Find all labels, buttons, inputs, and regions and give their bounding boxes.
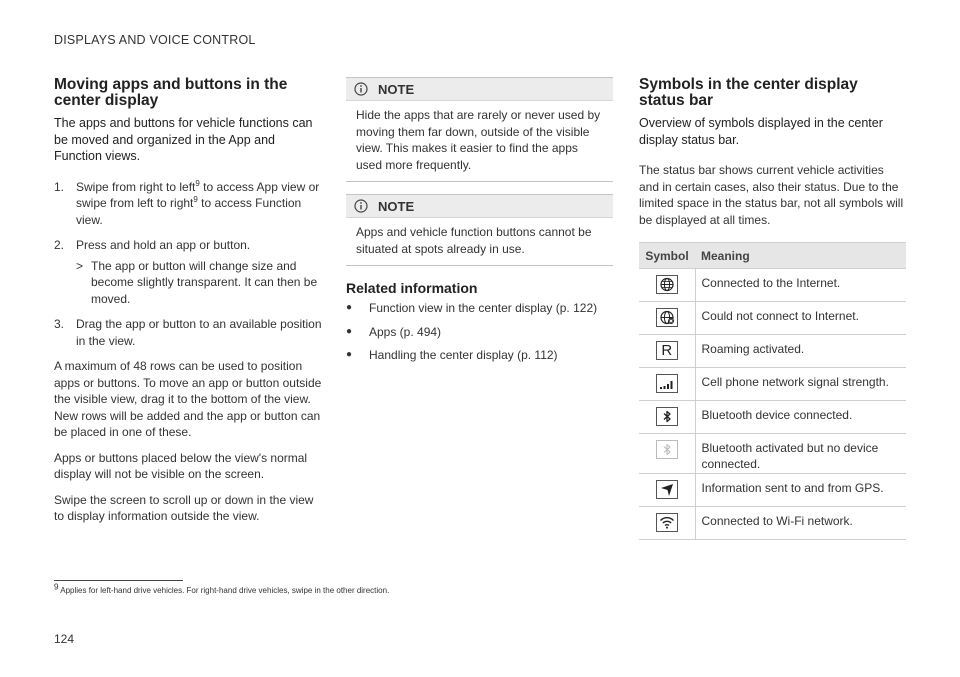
related-links-list	[346, 300, 613, 364]
symbol-cell	[639, 507, 695, 540]
step-text: Press and hold an app or button.	[76, 238, 251, 252]
left-column	[54, 77, 322, 534]
table-row	[639, 302, 906, 335]
note-title: NOTE	[378, 81, 415, 97]
step-text-part: Swipe from right to left	[76, 179, 196, 194]
step-text: Drag the app or button to an available position in the view.	[76, 317, 322, 348]
step-number: 1.	[54, 179, 65, 194]
result-arrow: >	[76, 258, 84, 273]
body-paragraph: The status bar shows current vehicle activities and in certain cases, also their status. Due to the limited space in the status bar, not all symbols will be displayed at all times.	[639, 163, 904, 227]
step-number: 3.	[54, 317, 65, 331]
table-row	[639, 434, 906, 474]
symbol-cell	[639, 474, 695, 507]
lead-paragraph: The apps and buttons for vehicle functions can be moved and organized in the App and Function views.	[54, 116, 313, 163]
meaning-cell: Bluetooth device connected.	[695, 401, 906, 434]
related-information-heading: Related information	[346, 280, 478, 296]
footnote	[54, 582, 390, 595]
body-paragraph: Swipe the screen to scroll up or down in the view to display information outside the view.	[54, 492, 314, 523]
footnote-mark: 9	[54, 582, 59, 592]
signal-strength-icon	[656, 374, 678, 393]
column-header-meaning: Meaning	[695, 243, 906, 269]
table-row	[639, 401, 906, 434]
globe-icon	[656, 275, 678, 294]
footnote-divider	[54, 580, 183, 581]
step-number: 2.	[54, 238, 65, 252]
note-box	[346, 77, 613, 182]
step-3	[54, 316, 322, 349]
column-header-symbol: Symbol	[639, 243, 695, 269]
meaning-cell: Information sent to and from GPS.	[695, 474, 906, 507]
footnote-text: Applies for left-hand drive vehicles. For right-hand drive vehicles, swipe in the other direction.	[60, 586, 390, 595]
related-link[interactable]	[346, 347, 613, 364]
bullet-icon: ●	[346, 349, 353, 360]
page-header: DISPLAYS AND VOICE CONTROL	[54, 33, 256, 47]
meaning-cell: Cell phone network signal strength.	[695, 368, 906, 401]
lead-paragraph: Overview of symbols displayed in the center display status bar.	[639, 116, 883, 147]
related-link-text[interactable]: Handling the center display (p. 112)	[369, 348, 558, 362]
related-link-text[interactable]: Apps (p. 494)	[369, 324, 442, 339]
globe-no-connection-icon	[656, 308, 678, 327]
symbol-cell	[639, 401, 695, 434]
right-column	[639, 77, 906, 540]
symbol-cell	[639, 269, 695, 302]
note-header	[346, 195, 613, 218]
result-text: The app or button will change size and become slightly transparent. It can then be moved.	[91, 258, 318, 306]
bluetooth-inactive-icon	[656, 440, 678, 459]
meaning-cell: Roaming activated.	[695, 335, 906, 368]
related-link-text[interactable]: Function view in the center display (p. 122)	[369, 301, 598, 315]
symbol-cell	[639, 302, 695, 335]
bluetooth-icon	[656, 407, 678, 426]
info-icon	[354, 199, 368, 213]
table-row	[639, 269, 906, 302]
note-box	[346, 194, 613, 266]
symbols-table	[639, 242, 906, 540]
meaning-cell: Could not connect to Internet.	[695, 302, 906, 335]
table-row	[639, 368, 906, 401]
step-1	[54, 179, 322, 229]
step-2	[54, 237, 322, 307]
note-header	[346, 78, 613, 101]
step-result	[76, 258, 322, 308]
info-icon	[354, 82, 368, 96]
body-paragraph: A maximum of 48 rows can be used to position apps or buttons. To move an app or button outside the visible view, drag it to the bottom of the view. New rows will be added and the app or button can be placed in one of these.	[54, 359, 322, 439]
page-number: 124	[54, 632, 75, 646]
meaning-cell: Bluetooth activated but no device connected.	[695, 434, 906, 474]
table-row	[639, 474, 906, 507]
related-link[interactable]	[346, 300, 613, 317]
step-text	[76, 179, 322, 229]
wifi-icon	[656, 513, 678, 532]
table-row	[639, 335, 906, 368]
section-title-moving-apps: Moving apps and buttons in the center display	[54, 76, 288, 109]
table-row	[639, 507, 906, 540]
step-text-part: to access App view or swipe from left to right	[76, 179, 320, 210]
gps-icon	[656, 480, 678, 499]
footnote-ref: 9	[195, 178, 200, 188]
bullet-icon: ●	[346, 302, 353, 313]
related-link[interactable]	[346, 324, 613, 341]
middle-column	[346, 77, 613, 371]
note-body: Apps and vehicle function buttons cannot be situated at spots already in use.	[356, 225, 592, 256]
steps-list	[54, 179, 322, 350]
symbol-cell	[639, 335, 695, 368]
footnote-ref: 9	[193, 195, 198, 204]
section-title-status-bar: Symbols in the center display status bar	[639, 76, 858, 109]
bullet-icon: ●	[346, 325, 353, 337]
step-text-part: to access Function view.	[76, 196, 302, 227]
meaning-cell: Connected to the Internet.	[695, 269, 906, 302]
meaning-cell: Connected to Wi-Fi network.	[695, 507, 906, 540]
symbol-cell	[639, 368, 695, 401]
note-title: NOTE	[378, 198, 415, 214]
note-body: Hide the apps that are rarely or never used by moving them far down, outside of the visible view. This makes it easier to find the apps used more frequently.	[356, 108, 601, 172]
roaming-icon: R	[656, 341, 678, 360]
symbol-cell	[639, 434, 695, 474]
step-content	[76, 237, 322, 307]
table-header-row	[639, 243, 906, 269]
body-paragraph: Apps or buttons placed below the view's normal display will not be visible on the screen.	[54, 450, 308, 481]
